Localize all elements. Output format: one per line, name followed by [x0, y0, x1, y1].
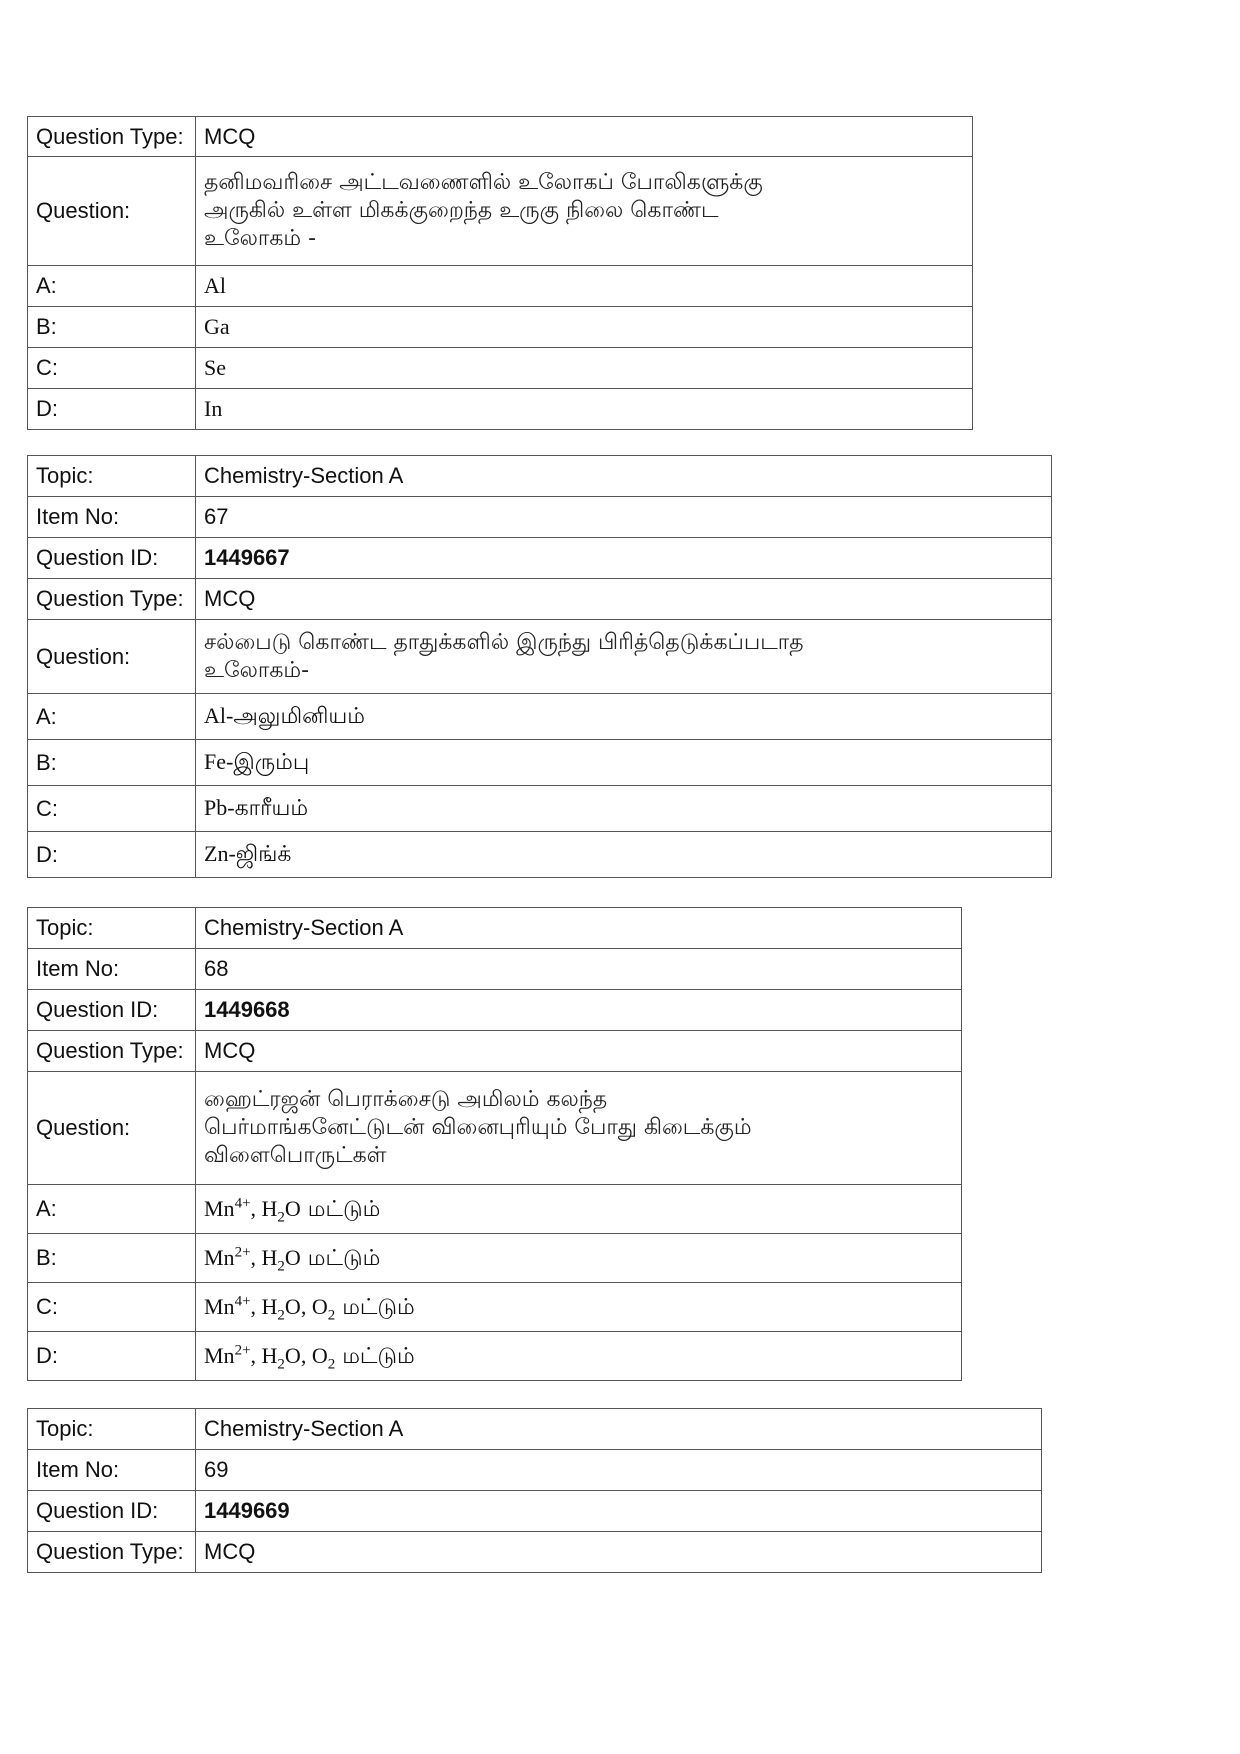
- topic-label: Topic:: [28, 908, 196, 949]
- topic-value: Chemistry-Section A: [196, 1409, 1042, 1450]
- ion-charge: 4+: [234, 1195, 251, 1212]
- question-line: விளைபொருட்கள்: [204, 1143, 387, 1168]
- option-d-value: [196, 1332, 962, 1381]
- ion-charge: 2+: [234, 1244, 251, 1261]
- formula-part: , H: [250, 1293, 278, 1319]
- formula-subscript: 2: [327, 1355, 336, 1372]
- only-tamil: மட்டும்: [300, 1245, 381, 1271]
- question-id-label: Question ID:: [28, 990, 196, 1031]
- ion-charge: 4+: [234, 1293, 251, 1310]
- formula-subscript: 2: [277, 1306, 285, 1323]
- option-b-value: [196, 1234, 962, 1283]
- element-symbol: Pb: [204, 795, 228, 820]
- separator: -: [226, 703, 234, 728]
- formula-part: , O: [300, 1293, 328, 1319]
- only-tamil: மட்டும்: [335, 1343, 415, 1369]
- question-line: சல்பைடு கொண்ட தாதுக்களில் இருந்து பிரித்தெடுக்கப்படாத: [204, 629, 804, 655]
- formula-part: , O: [300, 1342, 328, 1368]
- question-id-value: 1449667: [196, 538, 1052, 579]
- element-name-tamil: இரும்பு: [233, 750, 310, 775]
- ion-symbol: Mn: [204, 1195, 235, 1221]
- option-c-value: Se: [196, 348, 973, 389]
- question-id-value: 1449669: [196, 1491, 1042, 1532]
- separator: -: [228, 841, 236, 866]
- question-line: உலோகம்-: [204, 657, 310, 683]
- element-symbol: Al: [204, 703, 226, 728]
- formula-subscript: 2: [327, 1306, 336, 1323]
- option-d-value: In: [196, 389, 973, 430]
- element-name-tamil: காரீயம்: [234, 796, 309, 821]
- question-block-69: [27, 1408, 1042, 1573]
- formula-part: , H: [250, 1342, 278, 1368]
- ion-charge: 2+: [234, 1342, 251, 1359]
- topic-value: Chemistry-Section A: [196, 908, 962, 949]
- formula-subscript: 2: [277, 1208, 285, 1225]
- question-type-value: MCQ: [196, 579, 1052, 620]
- ion-symbol: Mn: [204, 1342, 235, 1368]
- question-type-label: Question Type:: [28, 1532, 196, 1573]
- question-block-67: [27, 455, 1052, 878]
- question-label: Question:: [28, 620, 196, 694]
- option-a-label: A:: [28, 694, 196, 740]
- question-type-label: Question Type:: [28, 1031, 196, 1072]
- option-a-label: A:: [28, 1185, 196, 1234]
- option-a-value: [196, 1185, 962, 1234]
- item-no-value: 69: [196, 1450, 1042, 1491]
- formula-subscript: 2: [277, 1257, 285, 1274]
- option-a-value: [196, 694, 1052, 740]
- formula-part: O: [284, 1342, 301, 1368]
- option-d-value: [196, 832, 1052, 878]
- question-label: Question:: [28, 157, 196, 266]
- option-a-label: A:: [28, 266, 196, 307]
- option-c-value: [196, 1283, 962, 1332]
- formula-part: , H: [250, 1195, 278, 1221]
- question-text: [196, 620, 1052, 694]
- question-text: [196, 157, 973, 266]
- formula-subscript: 2: [277, 1355, 285, 1372]
- formula-part: O: [284, 1293, 301, 1319]
- question-type-label: Question Type:: [28, 579, 196, 620]
- option-c-label: C:: [28, 348, 196, 389]
- question-id-label: Question ID:: [28, 538, 196, 579]
- formula-part: , H: [250, 1244, 278, 1270]
- formula-part: O: [284, 1244, 301, 1270]
- element-symbol: Fe: [204, 749, 226, 774]
- question-id-label: Question ID:: [28, 1491, 196, 1532]
- question-type-value: MCQ: [196, 117, 973, 157]
- option-b-value: [196, 740, 1052, 786]
- item-no-value: 68: [196, 949, 962, 990]
- question-id-value: 1449668: [196, 990, 962, 1031]
- question-type-value: MCQ: [196, 1031, 962, 1072]
- only-tamil: மட்டும்: [335, 1294, 415, 1320]
- question-type-value: MCQ: [196, 1532, 1042, 1573]
- item-no-label: Item No:: [28, 1450, 196, 1491]
- separator: -: [226, 749, 234, 774]
- formula-part: O: [284, 1195, 301, 1221]
- option-c-label: C:: [28, 1283, 196, 1332]
- question-line: உலோகம் -: [204, 226, 317, 251]
- topic-value: Chemistry-Section A: [196, 456, 1052, 497]
- question-block-68: [27, 907, 962, 1381]
- item-no-label: Item No:: [28, 949, 196, 990]
- element-symbol: Zn: [204, 841, 229, 866]
- element-name-tamil: ஜிங்க்: [235, 842, 292, 867]
- option-a-value: Al: [196, 266, 973, 307]
- question-line: தனிமவரிசை அட்டவணைளில் உலோகப் போலிகளுக்கு: [204, 170, 763, 195]
- only-tamil: மட்டும்: [300, 1196, 381, 1222]
- question-label: Question:: [28, 1072, 196, 1185]
- option-c-label: C:: [28, 786, 196, 832]
- separator: -: [227, 795, 235, 820]
- item-no-value: 67: [196, 497, 1052, 538]
- option-d-label: D:: [28, 1332, 196, 1381]
- option-b-label: B:: [28, 307, 196, 348]
- question-line: அருகில் உள்ள மிகக்குறைந்த உருகு நிலை கொண்ட: [204, 198, 719, 223]
- topic-label: Topic:: [28, 456, 196, 497]
- option-b-label: B:: [28, 740, 196, 786]
- question-block-1: [27, 116, 973, 430]
- option-d-label: D:: [28, 832, 196, 878]
- topic-label: Topic:: [28, 1409, 196, 1450]
- question-type-label: Question Type:: [28, 117, 196, 157]
- item-no-label: Item No:: [28, 497, 196, 538]
- question-line: பெர்மாங்கனேட்டுடன் வினைபுரியும் போது கிடைக்கும்: [204, 1115, 752, 1140]
- ion-symbol: Mn: [204, 1244, 235, 1270]
- option-c-value: [196, 786, 1052, 832]
- option-d-label: D:: [28, 389, 196, 430]
- option-b-label: B:: [28, 1234, 196, 1283]
- option-b-value: Ga: [196, 307, 973, 348]
- question-text: [196, 1072, 962, 1185]
- element-name-tamil: அலுமினியம்: [233, 704, 365, 729]
- question-line: ஹைட்ரஜன் பெராக்சைடு அமிலம் கலந்த: [204, 1087, 608, 1112]
- ion-symbol: Mn: [204, 1293, 235, 1319]
